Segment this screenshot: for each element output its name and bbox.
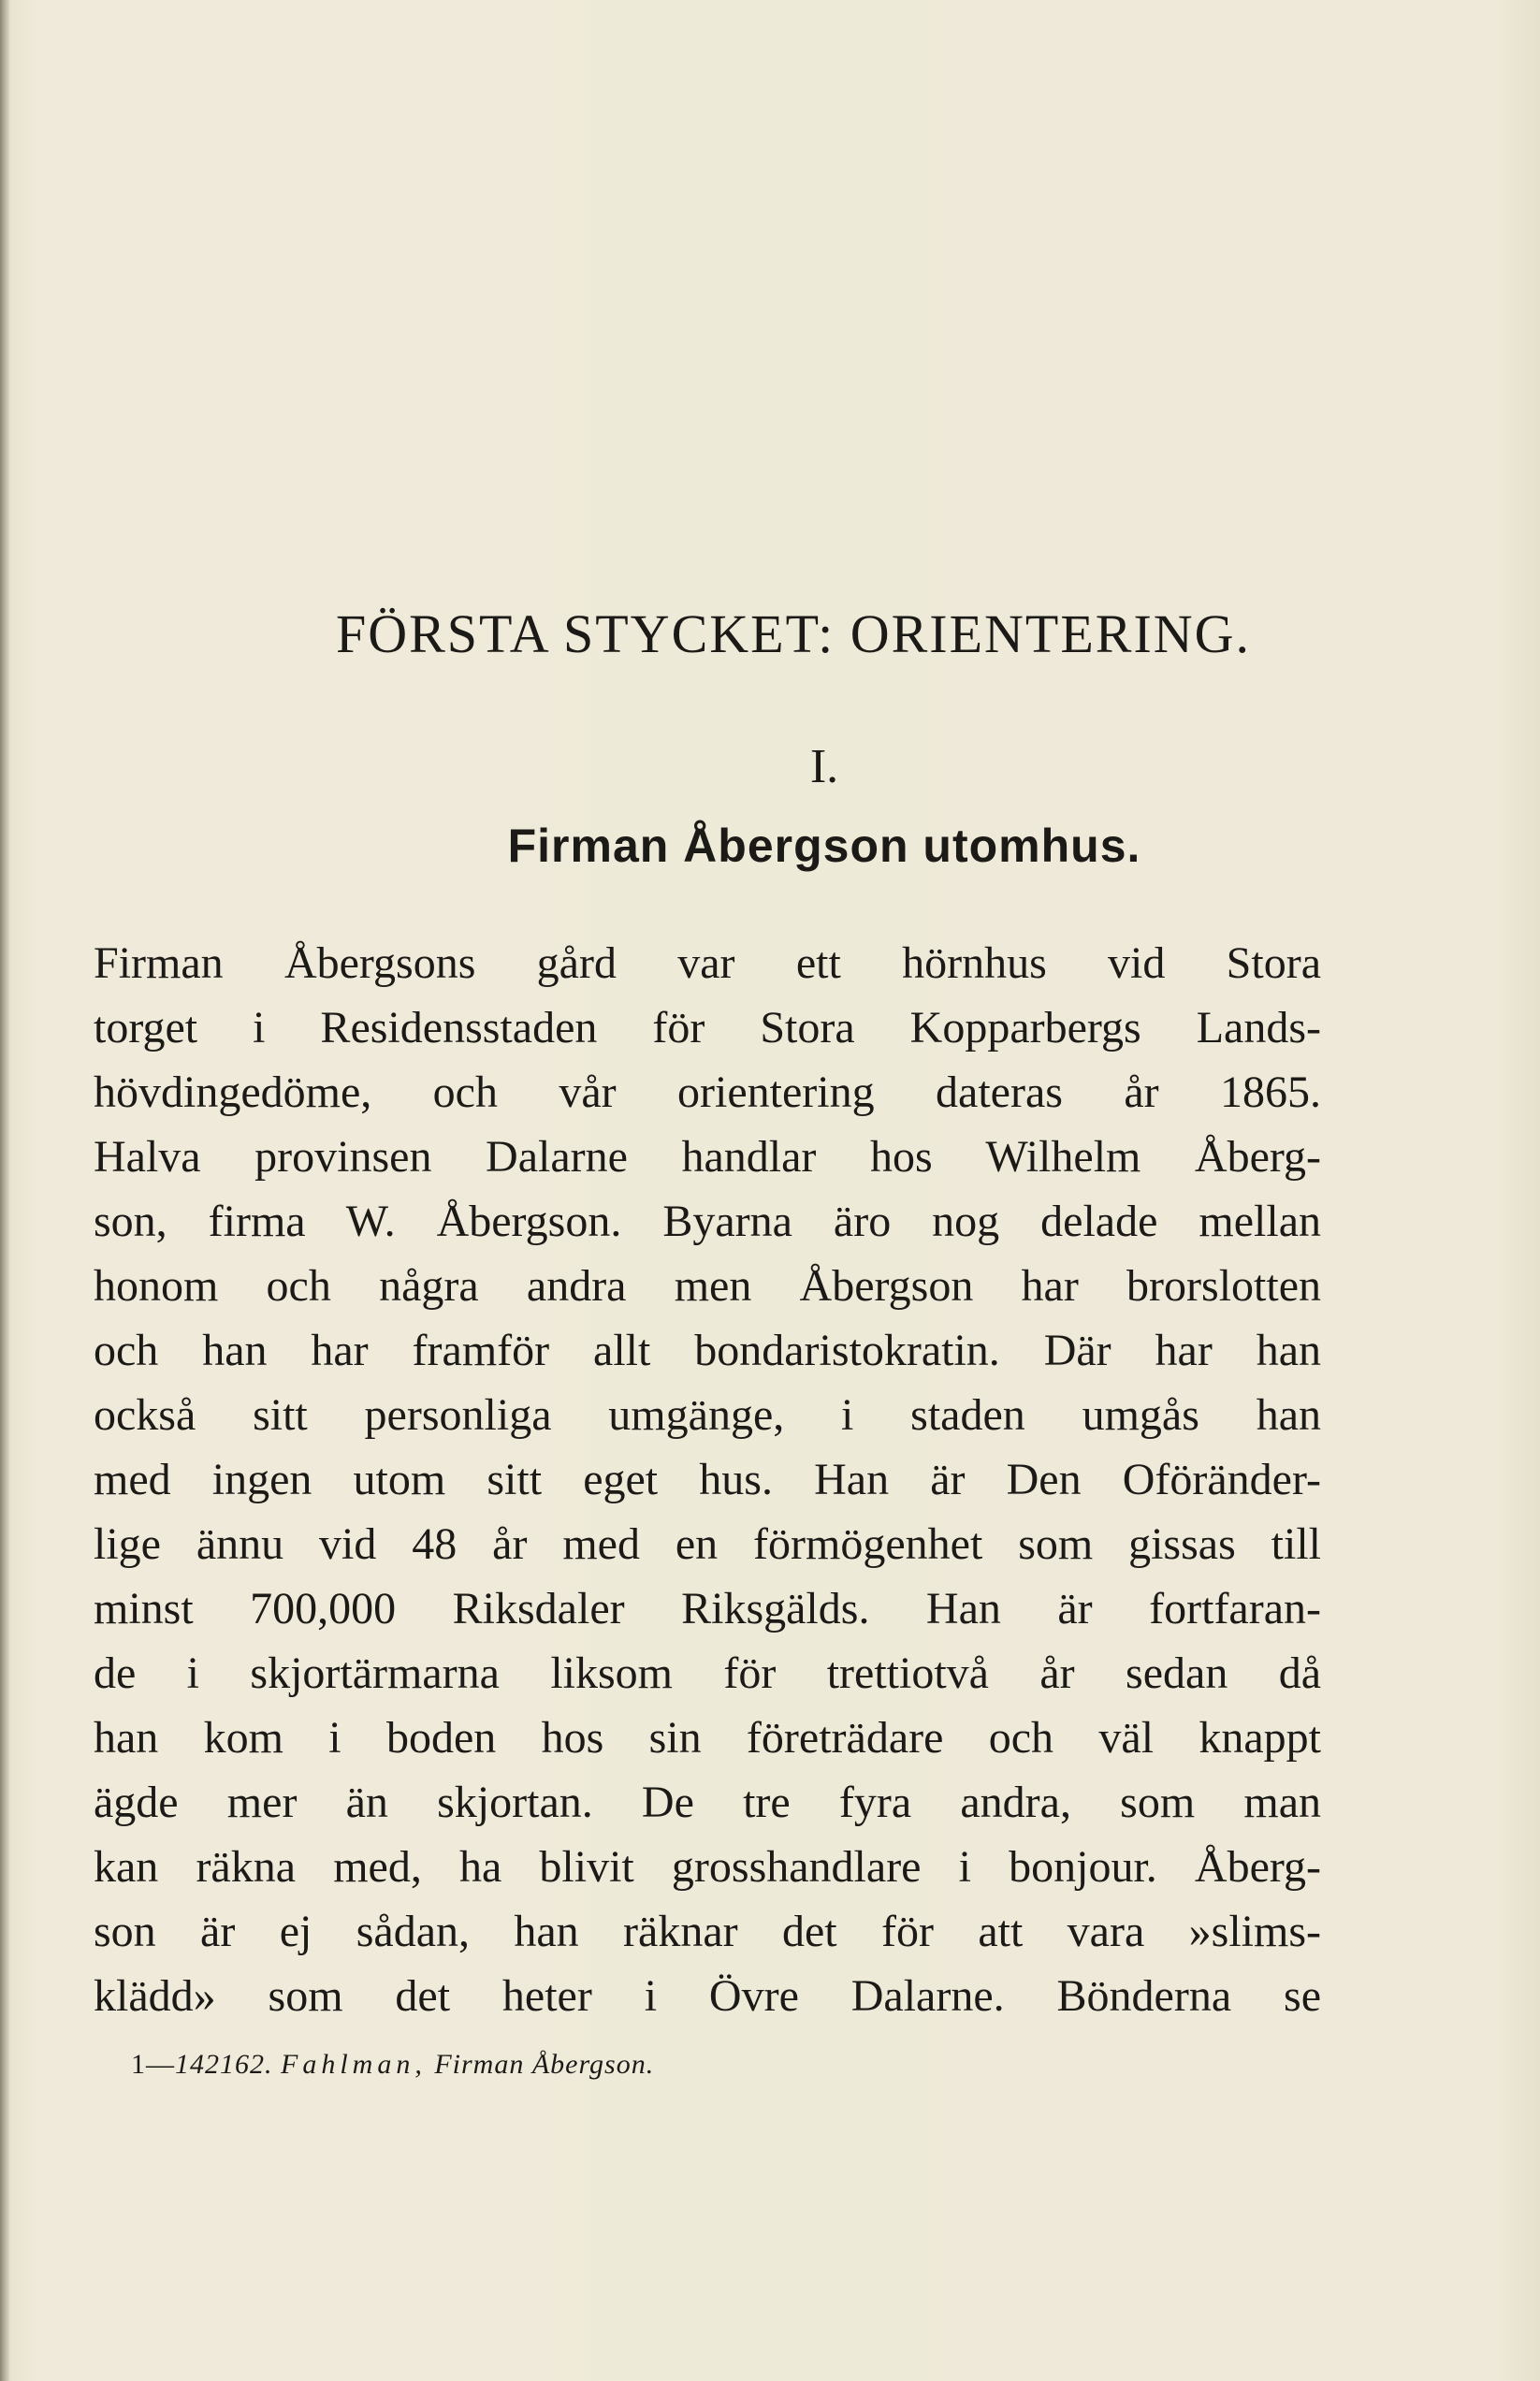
signature-footer — [131, 2049, 654, 2081]
text-line: och han har framför allt bondaristokratin. Där har han — [94, 1326, 1321, 1375]
text-line: klädd» som det heter i Övre Dalarne. Bönderna se — [94, 1971, 1321, 2021]
text-line: hövdingedöme, och vår orientering dateras år 1865. — [94, 1067, 1321, 1117]
text-line: han kom i boden hos sin företrädare och väl knappt — [94, 1713, 1321, 1763]
footer-sheet: 1— — [131, 2049, 175, 2080]
text-line: ägde mer än skjortan. De tre fyra andra, som man — [94, 1778, 1321, 1827]
text-line: torget i Residensstaden för Stora Kopparbergs Lands- — [94, 1003, 1321, 1053]
text-line: de i skjortärmarna liksom för trettiotvå år sedan då — [94, 1648, 1321, 1698]
footer-book-title: Firman Åbergson. — [434, 2049, 655, 2080]
text-line: lige ännu vid 48 år med en förmögenhet som gissas till — [94, 1519, 1321, 1569]
footer-author: Fahlman, — [281, 2049, 427, 2080]
binding-edge — [0, 0, 9, 2381]
chapter-title: Firman Åbergson utomhus. — [507, 820, 1141, 872]
chapter-number: I. — [809, 740, 839, 793]
text-line: också sitt personliga umgänge, i staden umgås han — [94, 1390, 1321, 1440]
text-line: son, firma W. Åbergson. Byarna äro nog delade mellan — [94, 1197, 1321, 1246]
text-line: med ingen utom sitt eget hus. Han är Den Oföränder- — [94, 1455, 1321, 1504]
text-line: honom och några andra men Åbergson har brorslotten — [94, 1261, 1321, 1311]
text-line: son är ej sådan, han räknar det för att vara »slims- — [94, 1907, 1321, 1956]
footer-print-number: 142162. — [175, 2049, 273, 2080]
section-heading: FÖRSTA STYCKET: ORIENTERING. — [335, 603, 1252, 664]
text-line: minst 700,000 Riksdaler Riksgälds. Han är fortfaran- — [94, 1584, 1321, 1633]
text-line: kan räkna med, ha blivit grosshandlare i bonjour. Åberg- — [94, 1842, 1321, 1892]
body-text — [94, 931, 1321, 2028]
text-line: Firman Åbergsons gård var ett hörnhus vid Stora — [94, 938, 1321, 988]
text-line: Halva provinsen Dalarne handlar hos Wilhelm Åberg- — [94, 1132, 1321, 1182]
